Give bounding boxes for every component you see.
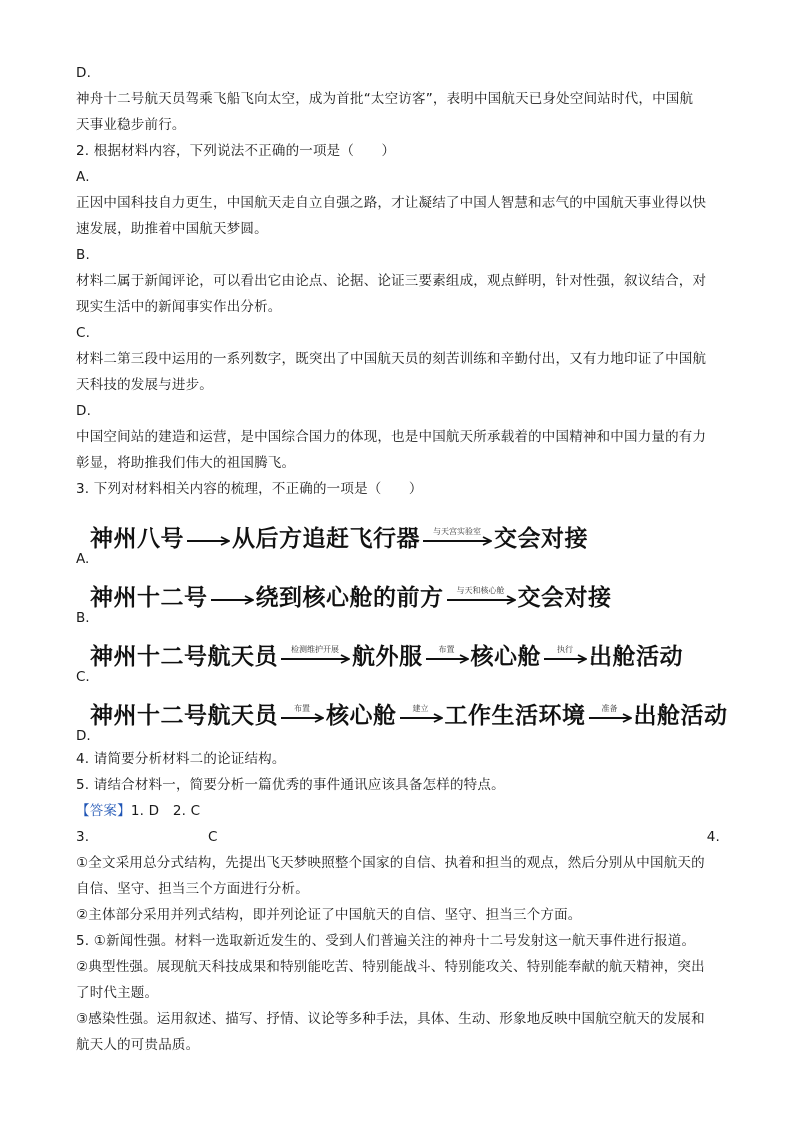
flow-node: 神州八号 xyxy=(90,525,184,552)
answer-q3-value: C xyxy=(208,829,218,845)
answer-q5-point2-cont: 了时代主题。 xyxy=(76,985,159,1001)
arrow-right-icon xyxy=(210,595,254,605)
flow-arrow-label: 与天和核心舱 xyxy=(456,585,505,595)
flow-node: 神州十二号 xyxy=(90,584,208,611)
flow-node: 神州十二号航天员 xyxy=(90,643,278,670)
arrow-right-icon xyxy=(425,654,469,664)
q2-option-b-text-cont: 现实生活中的新闻事实作出分析。 xyxy=(76,299,282,315)
q3-option-letter: D. xyxy=(76,728,91,744)
q4-stem: 4. 请简要分析材料二的论证结构。 xyxy=(76,751,286,767)
answer-q5-point3-cont: 航天人的可贵品质。 xyxy=(76,1037,200,1053)
q1-option-d-letter: D. xyxy=(76,65,92,81)
q1-option-d-text: 神舟十二号航天员驾乘飞船飞向太空，成为首批“太空访客”，表明中国航天已身处空间站时代，中国航 xyxy=(76,91,694,107)
q3-option-a xyxy=(76,510,720,569)
arrow-right-icon xyxy=(543,654,587,664)
flow-node: 出舱活动 xyxy=(589,643,683,670)
flow-arrow-label: 布置 xyxy=(294,703,310,713)
answer-q1-q2: 1. D 2. C xyxy=(130,803,201,819)
flow-arrow xyxy=(543,645,587,664)
answer-q3-number: 3. xyxy=(76,829,90,845)
flow-arrow xyxy=(399,704,443,723)
arrow-right-icon xyxy=(588,713,632,723)
flow-node: 出舱活动 xyxy=(633,702,728,729)
q2-option-a-text-cont: 速发展，助推着中国航天梦圆。 xyxy=(76,221,268,237)
flow-arrow xyxy=(425,645,469,664)
answer-q3-row xyxy=(76,824,720,850)
flow-arrow xyxy=(280,704,324,723)
flow-node: 工作生活环境 xyxy=(444,702,586,729)
answer-tag: 【答案】 xyxy=(76,803,131,819)
flow-diagram xyxy=(90,689,728,737)
q2-stem: 2. 根据材料内容，下列说法不正确的一项是（ ） xyxy=(76,143,396,159)
q3-option-letter: A. xyxy=(76,551,90,567)
arrow-right-icon xyxy=(186,536,230,546)
q3-flow-diagrams xyxy=(76,510,728,746)
flow-arrow-label: 建立 xyxy=(412,703,429,713)
q3-option-letter: B. xyxy=(76,610,90,626)
flow-diagram xyxy=(90,512,588,560)
arrow-right-icon xyxy=(446,595,516,605)
flow-diagram xyxy=(90,630,683,678)
arrow-right-icon xyxy=(280,654,350,664)
q2-option-a-text: 正因中国科技自力更生，中国航天走自立自强之路，才让凝结了中国人智慧和志气的中国航天事业得以快 xyxy=(76,195,707,211)
flow-node: 交会对接 xyxy=(517,584,612,611)
flow-arrow xyxy=(280,645,350,664)
flow-arrow-label: 准备 xyxy=(601,703,618,713)
flow-arrow-label: 与天宫实验室 xyxy=(433,526,481,536)
flow-diagram xyxy=(90,571,612,619)
flow-arrow xyxy=(422,527,492,546)
flow-arrow xyxy=(588,704,632,723)
q2-option-d-letter: D. xyxy=(76,403,92,419)
q3-option-c xyxy=(76,628,720,687)
q3-option-d xyxy=(76,687,728,746)
answer-q5-point2: ②典型性强。展现航天科技成果和特别能吃苦、特别能战斗、特别能攻关、特别能奉献的航天精神，突出 xyxy=(76,959,705,975)
flow-arrow-label: 检测维护开展 xyxy=(291,644,339,654)
answer-summary xyxy=(76,798,720,824)
q2-option-d-text-cont: 彰显，将助推我们伟大的祖国腾飞。 xyxy=(76,455,296,471)
flow-node: 交会对接 xyxy=(494,525,588,552)
q2-option-b-letter: B. xyxy=(76,247,90,263)
answer-q5-point1: 5. ①新闻性强。材料一选取新近发生的、受到人们普遍关注的神舟十二号发射这一航天事件进行报道。 xyxy=(76,933,696,949)
answer-q4-point1-cont: 自信、坚守、担当三个方面进行分析。 xyxy=(76,881,309,897)
flow-node: 神州十二号航天员 xyxy=(90,702,278,729)
q2-option-d-text: 中国空间站的建造和运营，是中国综合国力的体现，也是中国航天所承载着的中国精神和中国力量的有力 xyxy=(76,429,707,445)
q3-stem: 3. 下列对材料相关内容的梳理，不正确的一项是（ ） xyxy=(76,481,423,497)
document-page xyxy=(76,60,728,1058)
flow-arrow xyxy=(210,586,254,605)
q2-option-a-letter: A. xyxy=(76,169,90,185)
q2-option-b-text: 材料二属于新闻评论，可以看出它由论点、论据、论证三要素组成，观点鲜明，针对性强，叙议结合，对 xyxy=(76,273,707,289)
arrow-right-icon xyxy=(399,713,443,723)
flow-arrow-label: 布置 xyxy=(438,644,455,654)
q2-option-c-letter: C. xyxy=(76,325,91,341)
flow-arrow xyxy=(186,527,230,546)
flow-node: 从后方追赶飞行器 xyxy=(232,525,420,552)
flow-node: 核心舱 xyxy=(470,643,541,670)
q3-option-letter: C. xyxy=(76,669,90,685)
answer-q5-point3: ③感染性强。运用叙述、描写、抒情、议论等多种手法，具体、生动、形象地反映中国航空航天的发展和 xyxy=(76,1011,705,1027)
q5-stem: 5. 请结合材料一，简要分析一篇优秀的事件通讯应该具备怎样的特点。 xyxy=(76,777,505,793)
answer-q4-point1: ①全文采用总分式结构，先提出飞天梦映照整个国家的自信、执着和担当的观点，然后分别从中国航天的 xyxy=(76,855,705,871)
answer-q4-point2: ②主体部分采用并列式结构，即并列论证了中国航天的自信、坚守、担当三个方面。 xyxy=(76,907,582,923)
q2-option-c-text-cont: 天科技的发展与进步。 xyxy=(76,377,213,393)
flow-node: 核心舱 xyxy=(326,702,397,729)
arrow-right-icon xyxy=(280,713,324,723)
flow-node: 绕到核心舱的前方 xyxy=(255,584,444,611)
flow-node: 航外服 xyxy=(352,643,423,670)
q2-option-c-text: 材料二第三段中运用的一系列数字，既突出了中国航天员的刻苦训练和辛勤付出，又有力地印证了中国航 xyxy=(76,351,707,367)
q1-option-d-text-cont: 天事业稳步前行。 xyxy=(76,117,186,133)
q3-option-b xyxy=(76,569,720,628)
answer-q4-number: 4. xyxy=(706,829,720,845)
flow-arrow-label: 执行 xyxy=(557,644,573,654)
arrow-right-icon xyxy=(422,536,492,546)
flow-arrow xyxy=(446,586,516,605)
